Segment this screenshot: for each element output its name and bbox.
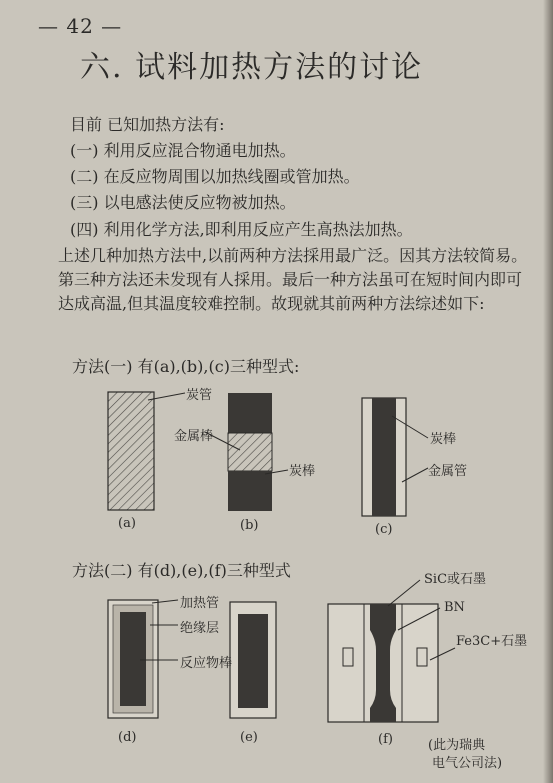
fig-e-reactant-rod [238, 614, 268, 708]
section2-heading: 方法(二) 有(d),(e),(f)三种型式 [72, 561, 291, 580]
label-jiare-guan: 加热管 [180, 596, 220, 611]
label-jueyuan-ceng: 绝缘层 [180, 621, 220, 636]
caption-e: (e) [240, 730, 258, 745]
caption-b: (b) [240, 518, 259, 533]
label-sic: SiC或石墨 [424, 572, 487, 587]
fig-b-middle-tube [228, 433, 272, 471]
label-bn: BN [444, 600, 465, 615]
fig-d-reactant-rod [120, 612, 146, 706]
label-jinshu-bang: 金属棒 [174, 429, 214, 444]
section-title: 六. 试料加热方法的讨论 [80, 50, 424, 85]
caption-d: (d) [118, 730, 137, 745]
label-fanying-bang: 反应物棒 [180, 656, 233, 671]
note-line-1: (此为瑞典 [428, 738, 486, 753]
method-item-1: (一) 利用反应混合物通电加热。 [70, 141, 296, 160]
fig-a-carbon-tube [108, 392, 154, 510]
caption-a: (a) [118, 516, 136, 531]
fig-b-bottom-rod [228, 471, 272, 511]
section1-heading: 方法(一) 有(a),(b),(c)三种型式: [72, 357, 300, 376]
fig-f-left-window [343, 648, 353, 666]
intro-text: 目前 已知加热方法有: [70, 115, 225, 134]
label-tan-guan: 炭管 [186, 388, 213, 403]
method-item-3: (三) 以电感法使反应物被加热。 [70, 193, 296, 212]
caption-f: (f) [378, 732, 393, 747]
caption-c: (c) [375, 522, 393, 537]
page-number: — 42 — [38, 14, 123, 38]
label-tan-bang-c: 炭棒 [430, 432, 457, 447]
note-line-2: 电气公司法) [432, 756, 503, 771]
fig-f-right-window [417, 648, 427, 666]
body-paragraph: 上述几种加热方法中,以前两种方法採用最广泛。因其方法较简易。第三种方法还未发现有人採用。最后一种方法虽可在短时间内即可达成高温,但其温度较难控制。故现就其前两种方法综述如下: [58, 246, 528, 313]
method-item-4: (四) 利用化学方法,即利用反应产生高热法加热。 [70, 220, 413, 239]
method-item-2: (二) 在反应物周围以加热线圈或管加热。 [70, 167, 360, 186]
label-fe3c: Fe3C+石墨 [456, 634, 528, 649]
label-tan-bang-b: 炭棒 [289, 464, 316, 479]
label-jinshu-guan: 金属管 [428, 464, 468, 479]
fig-b-top-rod [228, 393, 272, 433]
